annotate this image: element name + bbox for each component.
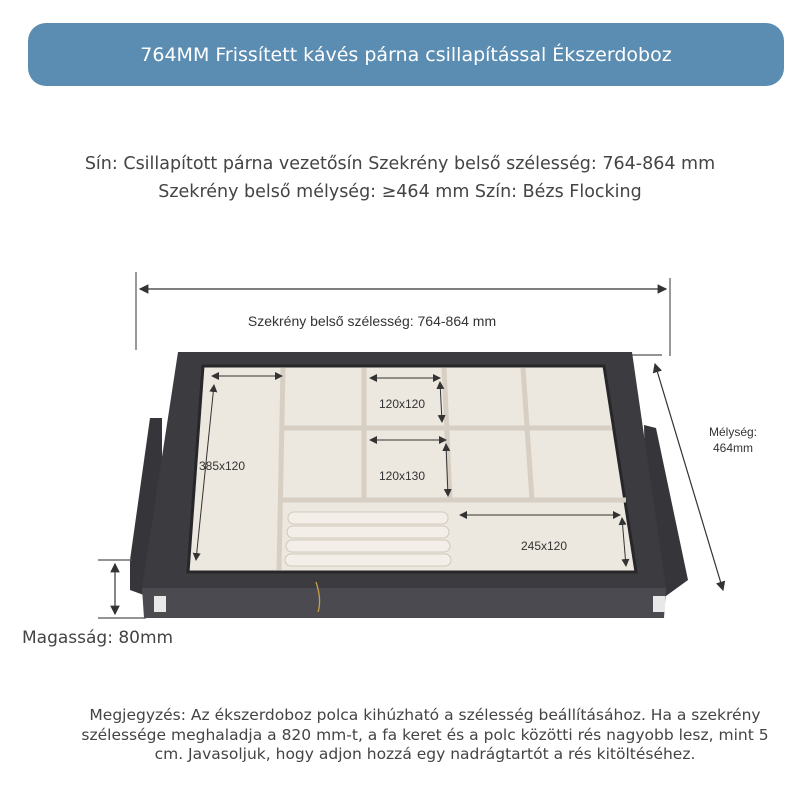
- compartment-label-120x130: 120x130: [378, 469, 426, 483]
- depth-label-1: Mélység:: [708, 425, 758, 439]
- compartment-label-385x120: 385x120: [198, 459, 246, 473]
- depth-label-2: 464mm: [712, 441, 754, 455]
- width-label: Szekrény belső szélesség: 764-864 mm: [247, 313, 497, 329]
- compartment-label-245x120: 245x120: [520, 539, 568, 553]
- height-label: Magasság: 80mm: [22, 628, 174, 648]
- right-label-plate: [653, 596, 665, 612]
- drawer-front: [142, 588, 666, 618]
- left-label-plate: [154, 596, 166, 612]
- spec-text: Sín: Csillapított párna vezetősín Szekrény belső szélesség: 764-864 mm Szekrény belső mélység: ≥464 mm Szín: Bézs Flocking: [84, 154, 716, 202]
- compartment-label-120x120: 120x120: [378, 397, 426, 411]
- page-title: 764MM Frissített kávés párna csillapítással Ékszerdoboz: [140, 43, 672, 66]
- note-text: Megjegyzés: Az ékszerdoboz polca kihúzható a szélesség beállításához. Ha a szekrény szélessége meghaladja a 820 mm-t, a fa keret és a polc közötti rés nagyobb lesz, mint 5 cm. Javasoljuk, hogy adjon hozzá egy nadrágtartót a rés kitöltéséhez.: [81, 706, 769, 763]
